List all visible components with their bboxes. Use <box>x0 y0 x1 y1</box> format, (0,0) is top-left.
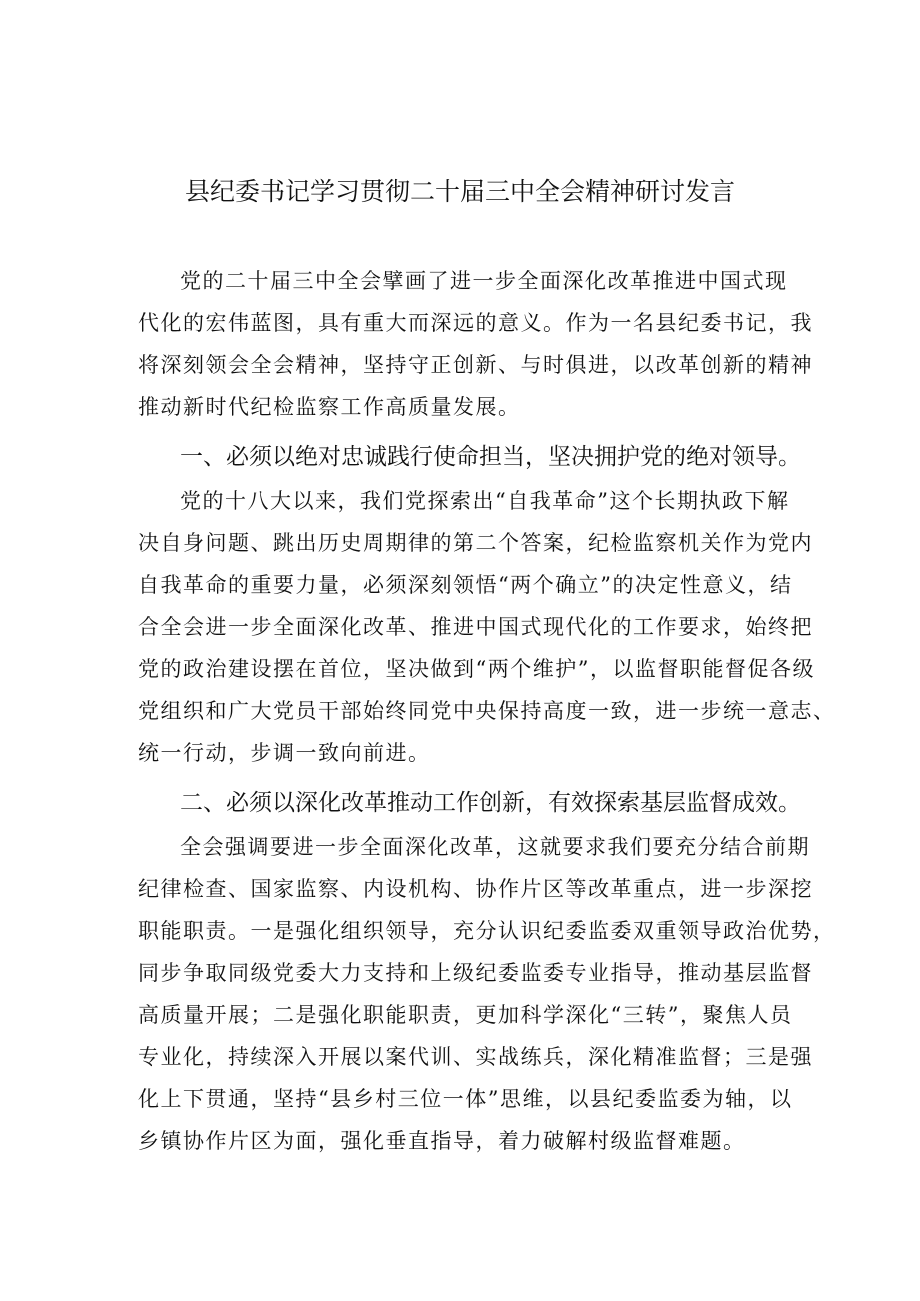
paragraph-line: 推动新时代纪检监察工作高质量发展。 <box>138 395 521 419</box>
paragraph-line: 职能职责。一是强化组织领导，充分认识纪委监委双重领导政治优势， <box>138 919 836 943</box>
paragraph-line: 党的二十届三中全会擘画了进一步全面深化改革推进中国式现 <box>180 269 788 293</box>
paragraph-line: 高质量开展；二是强化职能职责，更加科学深化“三转”，聚焦人员 <box>138 1003 793 1027</box>
paragraph-line: 化上下贯通，坚持“县乡村三位一体”思维，以县纪委监委为轴，以 <box>138 1087 793 1111</box>
document-title: 县纪委书记学习贯彻二十届三中全会精神研讨发言 <box>184 177 735 206</box>
paragraph-line: 同步争取同级党委大力支持和上级纪委监委专业指导，推动基层监督 <box>138 961 813 985</box>
paragraph-line: 党的政治建设摆在首位，坚决做到“两个维护”，以监督职能督促各级 <box>138 657 815 681</box>
paragraph-line: 党组织和广大党员干部始终同党中央保持高度一致，进一步统一意志、 <box>138 699 836 723</box>
paragraph-line: 乡镇协作片区为面，强化垂直指导，着力破解村级监督难题。 <box>138 1129 746 1153</box>
section-heading-1: 一、必须以绝对忠诚践行使命担当，坚决拥护党的绝对领导。 <box>180 444 801 470</box>
paragraph-line: 代化的宏伟蓝图，具有重大而深远的意义。作为一名县纪委书记，我 <box>138 311 813 335</box>
paragraph-line: 自我革命的重要力量，必须深刻领悟“两个确立”的决定性意义，结 <box>138 573 793 597</box>
paragraph-line: 统一行动，步调一致向前进。 <box>138 741 431 765</box>
paragraph-line: 将深刻领会全会精神，坚持守正创新、与时俱进，以改革创新的精神 <box>138 353 813 377</box>
paragraph-line: 全会强调要进一步全面深化改革，这就要求我们要充分结合前期 <box>180 835 810 859</box>
paragraph-line: 纪律检查、国家监察、内设机构、协作片区等改革重点，进一步深挖 <box>138 877 813 901</box>
paragraph-line: 党的十八大以来，我们党探索出“自我革命”这个长期执政下解 <box>180 489 790 513</box>
paragraph-line: 专业化，持续深入开展以案代训、实战练兵，深化精准监督；三是强 <box>138 1045 813 1069</box>
section-heading-2: 二、必须以深化改革推动工作创新，有效探索基层监督成效。 <box>180 790 801 816</box>
paragraph-line: 决自身问题、跳出历史周期律的第二个答案，纪检监察机关作为党内 <box>138 531 813 555</box>
paragraph-line: 合全会进一步全面深化改革、推进中国式现代化的工作要求，始终把 <box>138 615 813 639</box>
